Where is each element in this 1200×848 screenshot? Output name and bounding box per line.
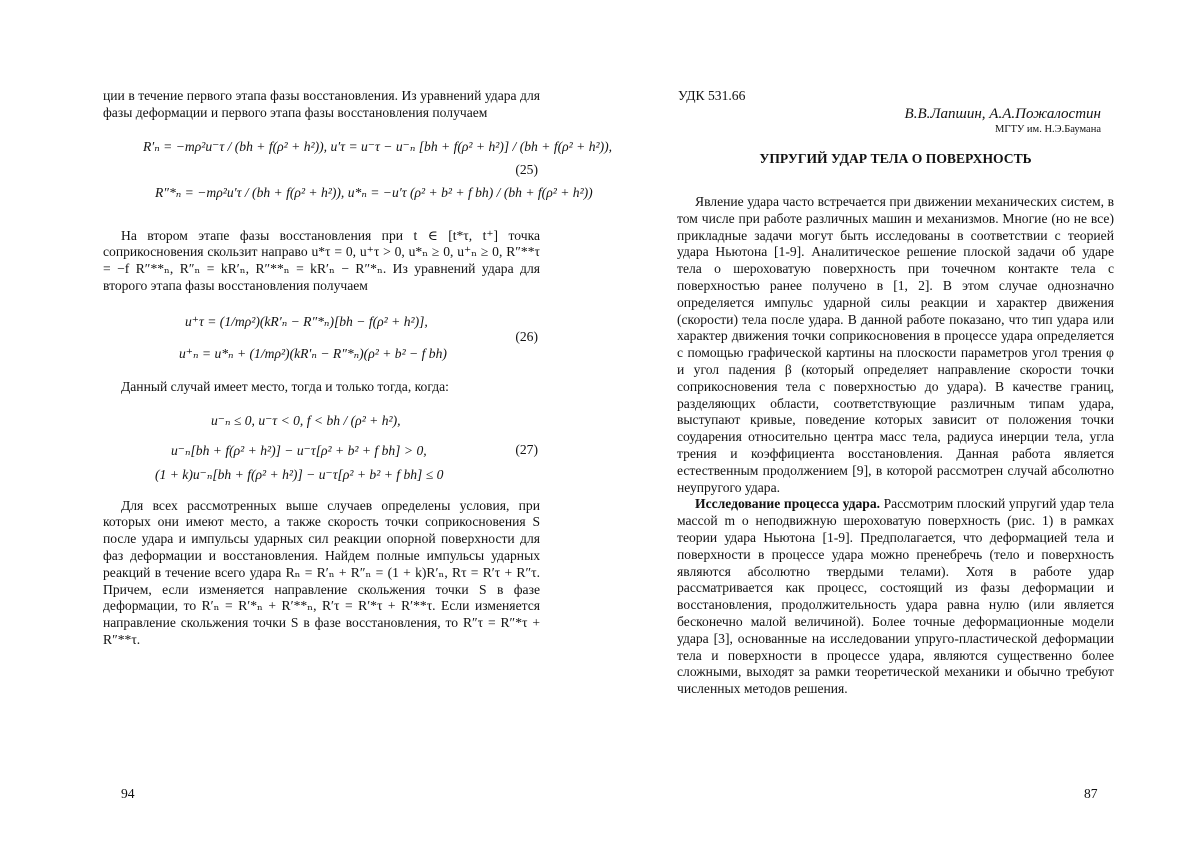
equation-27-line-3: (1 + k)u⁻ₙ[bh + f(ρ² + h²)] − u⁻τ[ρ² + b² + f bh] ≤ 0 (155, 466, 444, 482)
affiliation: МГТУ им. Н.Э.Баумана (995, 124, 1101, 135)
equation-27-number: (27) (515, 441, 538, 457)
article-title: УПРУГИЙ УДАР ТЕЛА О ПОВЕРХНОСТЬ (759, 151, 1032, 166)
right-paragraph-2 (677, 496, 1114, 698)
authors: В.В.Лапшин, А.А.Пожалостин (904, 106, 1101, 122)
left-paragraph-1: ции в течение первого этапа фазы восстановления. Из уравнений удара для фазы деформации и первого этапа фазы восстановления получаем (103, 88, 540, 120)
right-page (600, 0, 1200, 848)
left-page-number: 94 (121, 786, 135, 801)
udk-code: УДК 531.66 (678, 88, 746, 103)
right-page-number: 87 (1084, 786, 1098, 801)
left-paragraph-2: На втором этапе фазы восстановления при t ∈ [t*τ, t⁺] точка соприкосновения скользит направо u*τ = 0, u⁺τ > 0, u*ₙ ≥ 0, u⁺ₙ ≥ 0, R″**τ = −f R″**ₙ, R″ₙ = kR′ₙ, R″**ₙ = kR′ₙ − R″*ₙ. Из уравнений удара для второго этапа фазы восстановления получаем (103, 227, 540, 293)
right-column (677, 194, 1114, 698)
equation-26-number: (26) (515, 328, 538, 344)
equation-25-line-1: R′ₙ = −mρ²u⁻τ / (bh + f(ρ² + h²)), u′τ = u⁻τ − u⁻ₙ [bh + f(ρ² + h²)] / (bh + f(ρ² + h²)), (143, 138, 613, 154)
section-heading: Исследование процесса удара. (695, 496, 881, 512)
equation-26-line-2: u⁺ₙ = u*ₙ + (1/mρ²)(kR′ₙ − R″*ₙ)(ρ² + b² − f bh) (179, 345, 447, 361)
left-column (103, 88, 613, 649)
right-paragraph-2-text: Рассмотрим плоский упругий удар тела массой m о неподвижную шероховатую поверхность (рис. 1) в рамках теории удара Ньютона [1-9]. Предполагается, что деформацией тела и поверхности в процессе удара можно пренебречь (тело и поверхность являются абсолютно твердыми телами). Хотя в работе удар рассматривается как процесс, состоящий из фазы деформации и восстановления, продолжительность удара равна нулю (или является бесконечно малой величиной). Более точные деформационные модели удара [3], основанные на исследовании упруго-пластической деформации тела и поверхности в процессе удара, являются существенно более сложными, выходят за рамки теоретической механики и обычно требуют численных методов решения. (677, 496, 1114, 697)
equation-25 (103, 128, 613, 220)
equation-27-line-2: u⁻ₙ[bh + f(ρ² + h²)] − u⁻τ[ρ² + b² + f bh] > 0, (171, 442, 427, 458)
right-paragraph-1: Явление удара часто встречается при движении механических систем, в том числе при работе различных машин и механизмов. Многие (но не все) прикладные задачи могут быть исследованы в соответствии с теорией удара Ньютона [1-9]. Аналитическое решение плоской задачи об ударе тела о шероховатую поверхность при точечном контакте тела с поверхностью ранее получено в [1, 2]. В этом случае однозначно определяется импульс ударной силы реакции и характер движения (скорости) тела после удара. В данной работе показано, что тип удара или характер движения точки соприкосновения в процессе удара определяется с помощью графической картины на плоскости параметров угол трения φ и угол падения β (который определяет направление скорости точки соприкосновения тела с поверхностью до удара). В качестве границ, разделяющих области, соответствующие различным типам удара, выступают кривые, поведение которых зависит от положения точки соударения относительно центра масс тела, радиуса инерции тела, угла трения и коэффициента восстановления. Данная работа является естественным продолжением [9], в которой рассмотрен случай абсолютно неупругого удара. (677, 194, 1114, 495)
left-paragraph-4: Для всех рассмотренных выше случаев определены условия, при которых они имеют место, а также скорость точки соприкосновения S после удара и импульсы ударных сил реакции опорной поверхности для фаз деформации и восстановления. Найдем полные импульсы ударных реакций в течение всего удара Rₙ = R′ₙ + R″ₙ = (1 + k)R′ₙ, Rτ = R′τ + R″τ. Причем, если изменяется направление скольжения точки S в фазе деформации, то R′ₙ = R′*ₙ + R′**ₙ, R′τ = R′*τ + R′**τ. Если изменяется направление скольжения точки S в фазе восстановления, то R″τ = R″*τ + R″**τ. (103, 497, 540, 647)
left-paragraph-3: Данный случай имеет место, тогда и только тогда, когда: (121, 378, 449, 394)
equation-25-line-2: R″*ₙ = −mρ²u′τ / (bh + f(ρ² + h²)), u*ₙ = −u′τ (ρ² + b² + f bh) / (bh + f(ρ² + h²)) (155, 184, 593, 200)
equation-25-number: (25) (515, 161, 538, 177)
equation-26-line-1: u⁺τ = (1/mρ²)(kR′ₙ − R″*ₙ)[bh − f(ρ² + h²)], (185, 313, 428, 329)
equation-27 (103, 402, 540, 490)
equation-27-line-1: u⁻ₙ ≤ 0, u⁻τ < 0, f < bh / (ρ² + h²), (211, 412, 401, 428)
equation-26 (103, 301, 540, 371)
